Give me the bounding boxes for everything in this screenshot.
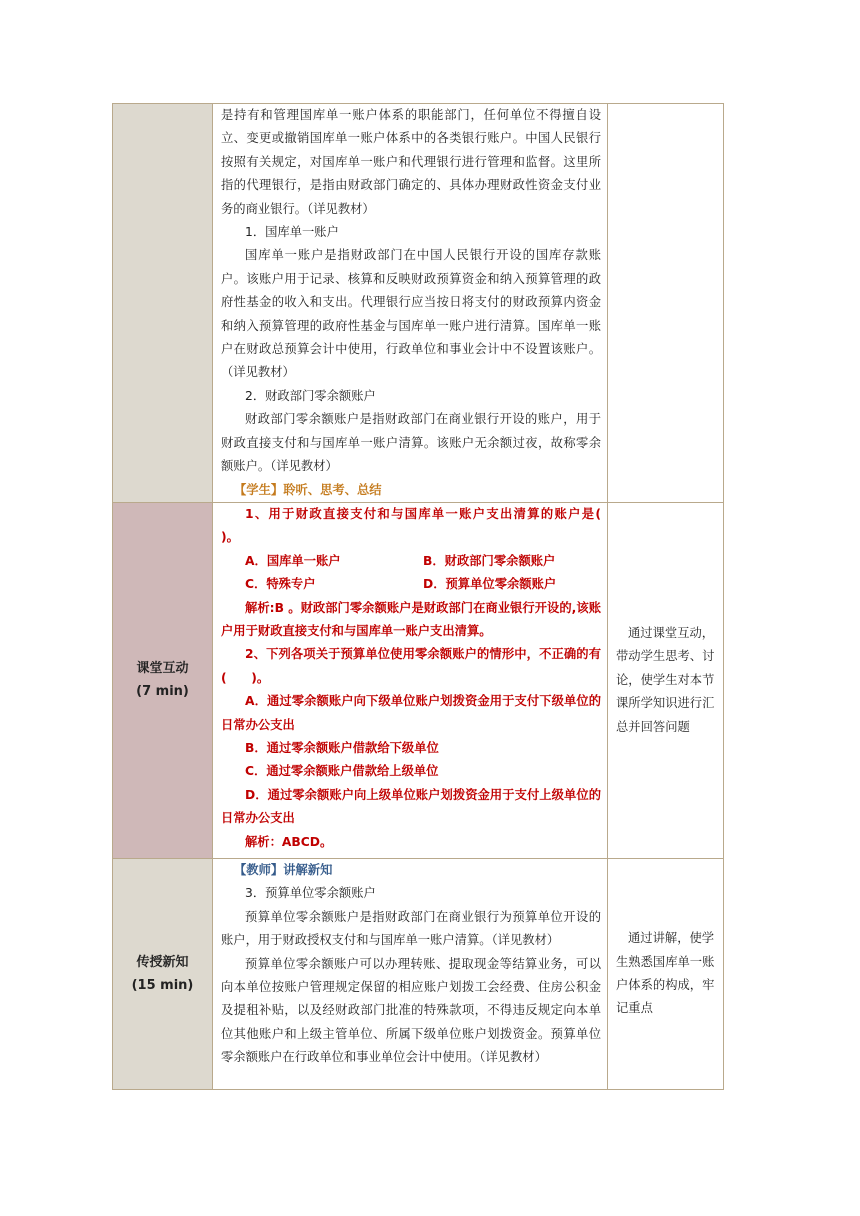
teacher-activity: 【教师】讲解新知 bbox=[234, 862, 333, 877]
stage-duration: (15 min) bbox=[131, 977, 194, 993]
paragraph: 财政部门零余额账户是指财政部门在商业银行开设的账户，用于财政直接支付和与国库单一账户清算。该账户无余额过夜，故称零余额账户。（详见教材） bbox=[221, 412, 601, 474]
question-1: 1、用于财政直接支付和与国库单一账户支出清算的账户是( )。 bbox=[221, 506, 626, 545]
answer-1: 解析:B 。财政部门零余额账户是财政部门在商业银行开设的,该账户用于财政直接支付和与国库单一账户支出清算。 bbox=[221, 600, 601, 638]
stage-title: 课堂互动 bbox=[136, 661, 189, 677]
note-cell bbox=[608, 858, 724, 1089]
student-activity: 【学生】聆听、思考、总结 bbox=[234, 482, 382, 497]
question-1-options-ab bbox=[221, 550, 601, 573]
paragraph: 是持有和管理国库单一账户体系的职能部门，任何单位不得擅自设立、变更或撤销国库单一账户体系中的各类银行账户。中国人民银行按照有关规定，对国库单一账户和代理银行进行管理和监督。这里所指的代理银行，是指由财政部门确定的、具体办理财政性资金支付业务的商业银行。（详见教材） bbox=[221, 108, 601, 216]
content-cell bbox=[213, 858, 608, 1089]
table-row bbox=[113, 502, 724, 858]
note-text: 通过课堂互动，带动学生思考、讨论，使学生对本节课所学知识进行汇总并回答问题 bbox=[616, 625, 715, 734]
note-cell bbox=[608, 502, 724, 858]
section-heading: 3．预算单位零余额账户 bbox=[245, 886, 376, 901]
option-b: B．财政部门零余额账户 bbox=[423, 553, 556, 568]
option-c: C．通过零余额账户借款给上级单位 bbox=[245, 764, 439, 779]
option-d: D．通过零余额账户向上级单位账户划拨资金用于支付上级单位的日常办公支出 bbox=[221, 787, 601, 826]
note-cell bbox=[608, 104, 724, 503]
option-c: C．特殊专户 bbox=[245, 577, 316, 592]
table-row bbox=[113, 858, 724, 1089]
option-a: A．通过零余额账户向下级单位账户划拨资金用于支付下级单位的日常办公支出 bbox=[221, 694, 601, 732]
note-text: 通过讲解，使学生熟悉国库单一账户体系的构成，牢记重点 bbox=[616, 931, 715, 1016]
option-b: B．通过零余额账户借款给下级单位 bbox=[245, 740, 439, 755]
content-cell bbox=[213, 104, 608, 503]
section-heading: 1．国库单一账户 bbox=[245, 225, 339, 240]
paragraph: 国库单一账户是指财政部门在中国人民银行开设的国库存款账户。该账户用于记录、核算和反映财政预算资金和纳入预算管理的政府性基金的收入和支出。代理银行应当按日将支付的财政预算内资金和纳入预算管理的政府性基金与国库单一账户进行清算。国库单一账户在财政总预算会计中使用，行政单位和事业会计中不设置该账户。（详见教材） bbox=[221, 248, 601, 380]
stage-title: 传授新知 bbox=[136, 954, 189, 970]
content-cell bbox=[213, 502, 626, 858]
question-1-options-cd bbox=[221, 573, 601, 596]
stage-duration: (7 min) bbox=[136, 684, 189, 700]
option-a: A．国库单一账户 bbox=[245, 553, 341, 568]
table-row bbox=[113, 104, 724, 503]
option-d: D．预算单位零余额账户 bbox=[423, 577, 557, 592]
paragraph: 预算单位零余额账户可以办理转账、提取现金等结算业务，可以向本单位按账户管理规定保留的相应账户划拨工会经费、住房公积金及提租补贴，以及经财政部门批准的特殊款项，不得违反规定向本单位其他账户和上级主管单位、所属下级单位账户划拨资金。预算单位零余额账户在行政单位和事业单位会计中使用。（详见教材） bbox=[221, 956, 601, 1065]
question-2: 2、下列各项关于预算单位使用零余额账户的情形中，不正确的有( )。 bbox=[221, 647, 601, 685]
stage-label-cell bbox=[113, 104, 213, 503]
stage-label-cell bbox=[113, 858, 213, 1089]
stage-label-cell bbox=[113, 502, 213, 858]
section-heading: 2．财政部门零余额账户 bbox=[245, 388, 376, 403]
lesson-plan-table bbox=[112, 103, 724, 1090]
paragraph: 预算单位零余额账户是指财政部门在商业银行为预算单位开设的账户，用于财政授权支付和与国库单一账户清算。（详见教材） bbox=[221, 909, 601, 948]
answer-2: 解析：ABCD。 bbox=[245, 834, 333, 849]
